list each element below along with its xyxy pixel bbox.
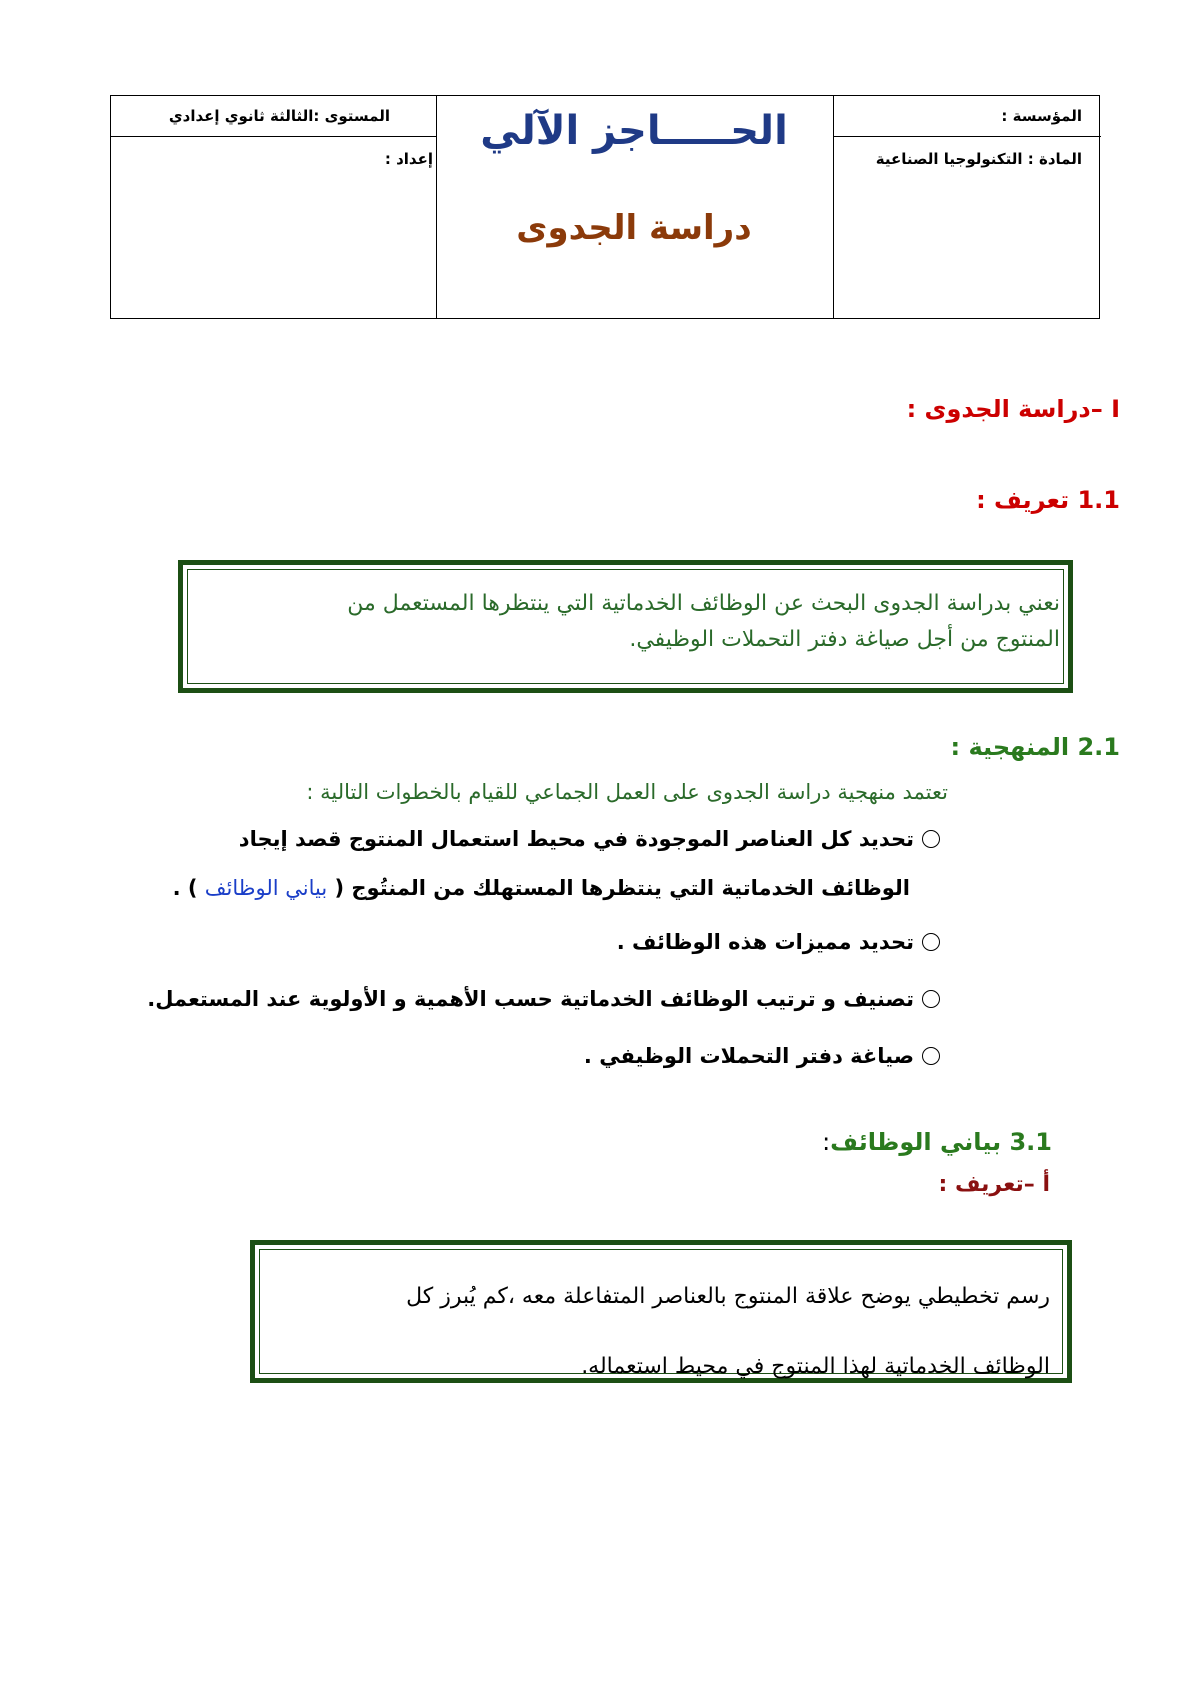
document-subtitle: دراسة الجدوى bbox=[516, 208, 752, 248]
functions-definition-text-line: رسم تخطيطي يوضح علاقة المنتوج بالعناصر المتفاعلة معه ،كم يُبرز كل bbox=[406, 1284, 1050, 1309]
functions-definition-subheading: أ –تعريف : bbox=[938, 1172, 1050, 1197]
column-divider bbox=[833, 96, 834, 318]
methodology-heading-text: المنهجية : bbox=[950, 733, 1070, 761]
section-heading: I –دراسة الجدوى : bbox=[906, 395, 1120, 423]
list-item bbox=[147, 987, 940, 1011]
functions-diagram-heading-colon: : bbox=[822, 1128, 831, 1156]
functions-diagram-heading-text: بياني الوظائف bbox=[830, 1128, 1002, 1156]
list-item-text: صياغة دفتر التحملات الوظيفي . bbox=[583, 1044, 914, 1068]
institution-label: المؤسسة : bbox=[1001, 107, 1082, 125]
list-item-text: تحديد كل العناصر الموجودة في محيط استعمال المنتوج قصد إيجاد bbox=[238, 827, 914, 851]
subject-label: المادة : التكنولوجيا الصناعية bbox=[875, 150, 1082, 168]
row-divider bbox=[111, 136, 436, 137]
list-item bbox=[239, 827, 940, 851]
functions-definition-text bbox=[250, 1262, 1050, 1402]
functions-diagram-heading-number: 3.1 bbox=[1009, 1128, 1052, 1156]
functions-diagram-link-text: بياني الوظائف bbox=[204, 876, 328, 900]
definition-text-line: نعني بدراسة الجدوى البحث عن الوظائف الخدماتية التي ينتظرها المستعمل من bbox=[347, 591, 1060, 616]
list-item bbox=[617, 930, 940, 954]
document-title: الحـــــاجز الآلي bbox=[480, 108, 788, 154]
list-item-text: الوظائف الخدماتية التي ينتظرها المستهلك من المنتُوج ( bbox=[334, 876, 910, 900]
list-item-text: تحديد مميزات هذه الوظائف . bbox=[616, 930, 914, 954]
definition-heading-text: تعريف : bbox=[976, 486, 1070, 514]
list-item-continuation bbox=[173, 876, 910, 900]
definition-text-line: المنتوج من أجل صياغة دفتر التحملات الوظيفي. bbox=[629, 627, 1060, 652]
circle-bullet-icon bbox=[922, 933, 940, 951]
definition-heading-number: 1.1 bbox=[1077, 486, 1120, 514]
prepared-by-label: إعداد : bbox=[384, 150, 433, 168]
circle-bullet-icon bbox=[922, 990, 940, 1008]
list-item-text: ) . bbox=[172, 876, 198, 900]
definition-text bbox=[200, 586, 1060, 658]
list-item-text: تصنيف و ترتيب الوظائف الخدماتية حسب الأهمية و الأولوية عند المستعمل. bbox=[147, 987, 914, 1011]
list-item bbox=[584, 1044, 940, 1068]
circle-bullet-icon bbox=[922, 1047, 940, 1065]
methodology-heading bbox=[951, 733, 1120, 761]
functions-diagram-heading bbox=[822, 1128, 1052, 1156]
row-divider bbox=[833, 136, 1101, 137]
level-label: المستوى :الثالثة ثانوي إعدادي bbox=[168, 107, 390, 125]
definition-heading bbox=[976, 486, 1120, 514]
methodology-intro: تعتمد منهجية دراسة الجدوى على العمل الجماعي للقيام بالخطوات التالية : bbox=[306, 780, 948, 804]
methodology-heading-number: 2.1 bbox=[1077, 733, 1120, 761]
functions-definition-text-line: الوظائف الخدماتية لهذا المنتوج في محيط استعماله. bbox=[581, 1354, 1050, 1379]
circle-bullet-icon bbox=[922, 830, 940, 848]
